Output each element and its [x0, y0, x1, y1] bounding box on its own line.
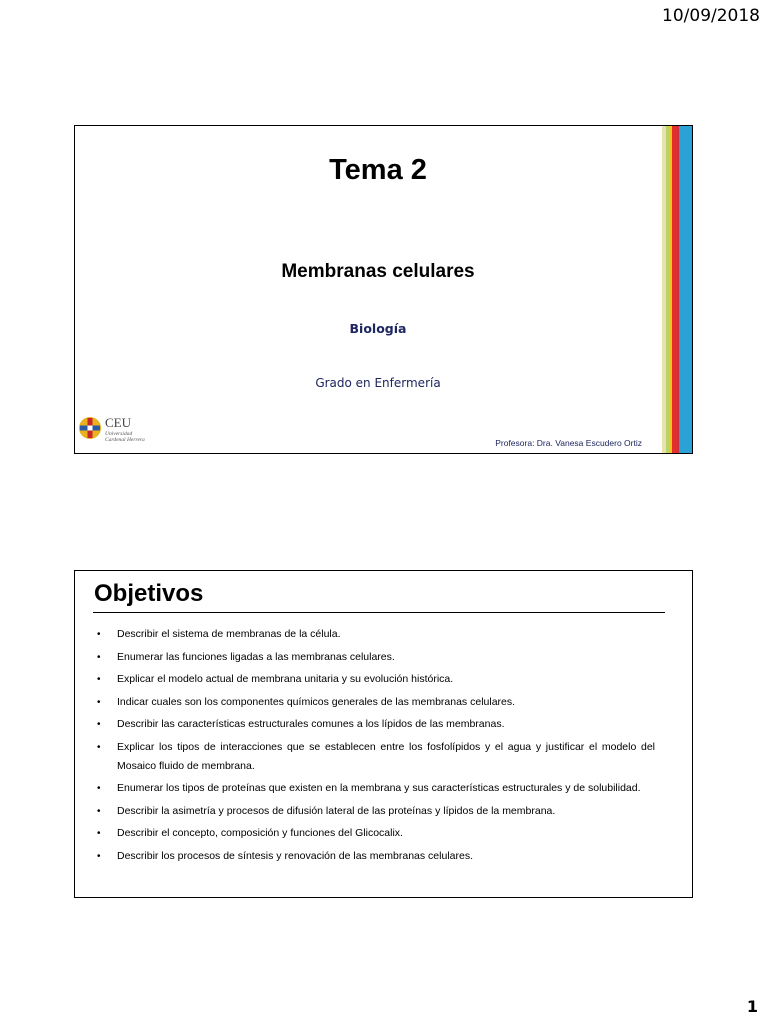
bullet: • — [97, 828, 101, 839]
bullet: • — [97, 651, 101, 663]
ceu-logo — [78, 412, 168, 450]
list-item — [95, 648, 655, 667]
objectives-slide — [74, 570, 693, 898]
list-item — [95, 715, 655, 734]
bullet: • — [97, 719, 101, 730]
bullet: • — [97, 850, 101, 862]
logo-subtitle — [105, 431, 145, 443]
list-item — [95, 824, 655, 843]
list-item-text: Explicar los tipos de interacciones que se establecen entre los fosfolípidos y el agua y justificar el modelo del Mosaico fluido de membrana. — [117, 740, 655, 772]
logo-subtitle-line: Cardenal Herrera — [105, 437, 145, 443]
slide-title: Tema 2 — [329, 154, 427, 186]
list-item — [95, 738, 655, 776]
list-item — [95, 693, 655, 712]
slide-subtitle: Membranas celulares — [281, 261, 475, 282]
list-item-text: Explicar el modelo actual de membrana unitaria y su evolución histórica. — [117, 673, 454, 685]
bullet: • — [97, 674, 101, 685]
logo-name: CEU — [105, 415, 131, 430]
ceu-emblem-icon — [78, 416, 102, 440]
objectives-title: Objetivos — [94, 580, 204, 607]
bullet: • — [97, 805, 101, 817]
title-slide — [74, 125, 693, 454]
bullet: • — [97, 783, 101, 794]
list-item-text: Enumerar las funciones ligadas a las membranas celulares. — [117, 650, 395, 663]
bullet: • — [97, 696, 101, 708]
page-number: 1 — [746, 997, 758, 1016]
list-item-text: Describir las características estructurales comunes a los lípidos de las membranas. — [117, 718, 505, 730]
page-date: 10/09/2018 — [662, 6, 760, 26]
list-item-text: Indicar cuales son los componentes químicos generales de las membranas celulares. — [117, 695, 516, 708]
title-divider — [93, 612, 665, 613]
list-item-text: Describir el concepto, composición y funciones del Glicocalix. — [117, 827, 403, 839]
list-item-text: Describir la asimetría y procesos de difusión lateral de las proteínas y lípidos de la membrana. — [117, 804, 556, 817]
list-item — [95, 779, 655, 798]
logo-subtitle-line: Universidad — [105, 431, 133, 437]
professor-label: Profesora: Dra. Vanesa Escudero Ortiz — [495, 438, 642, 448]
objectives-list — [95, 625, 655, 869]
list-item — [95, 670, 655, 689]
list-item-text: Describir los procesos de síntesis y renovación de las membranas celulares. — [117, 849, 473, 862]
list-item-text: Enumerar los tipos de proteínas que existen en la membrana y sus características estructurales y de solubilidad. — [117, 782, 641, 794]
bullet: • — [97, 629, 101, 640]
list-item — [95, 625, 655, 644]
list-item — [95, 802, 655, 821]
list-item — [95, 847, 655, 866]
bullet: • — [97, 741, 101, 753]
degree-label: Grado en Enfermería — [315, 376, 441, 390]
list-item-text: Describir el sistema de membranas de la célula. — [117, 628, 341, 640]
subject-label: Biología — [349, 321, 407, 336]
